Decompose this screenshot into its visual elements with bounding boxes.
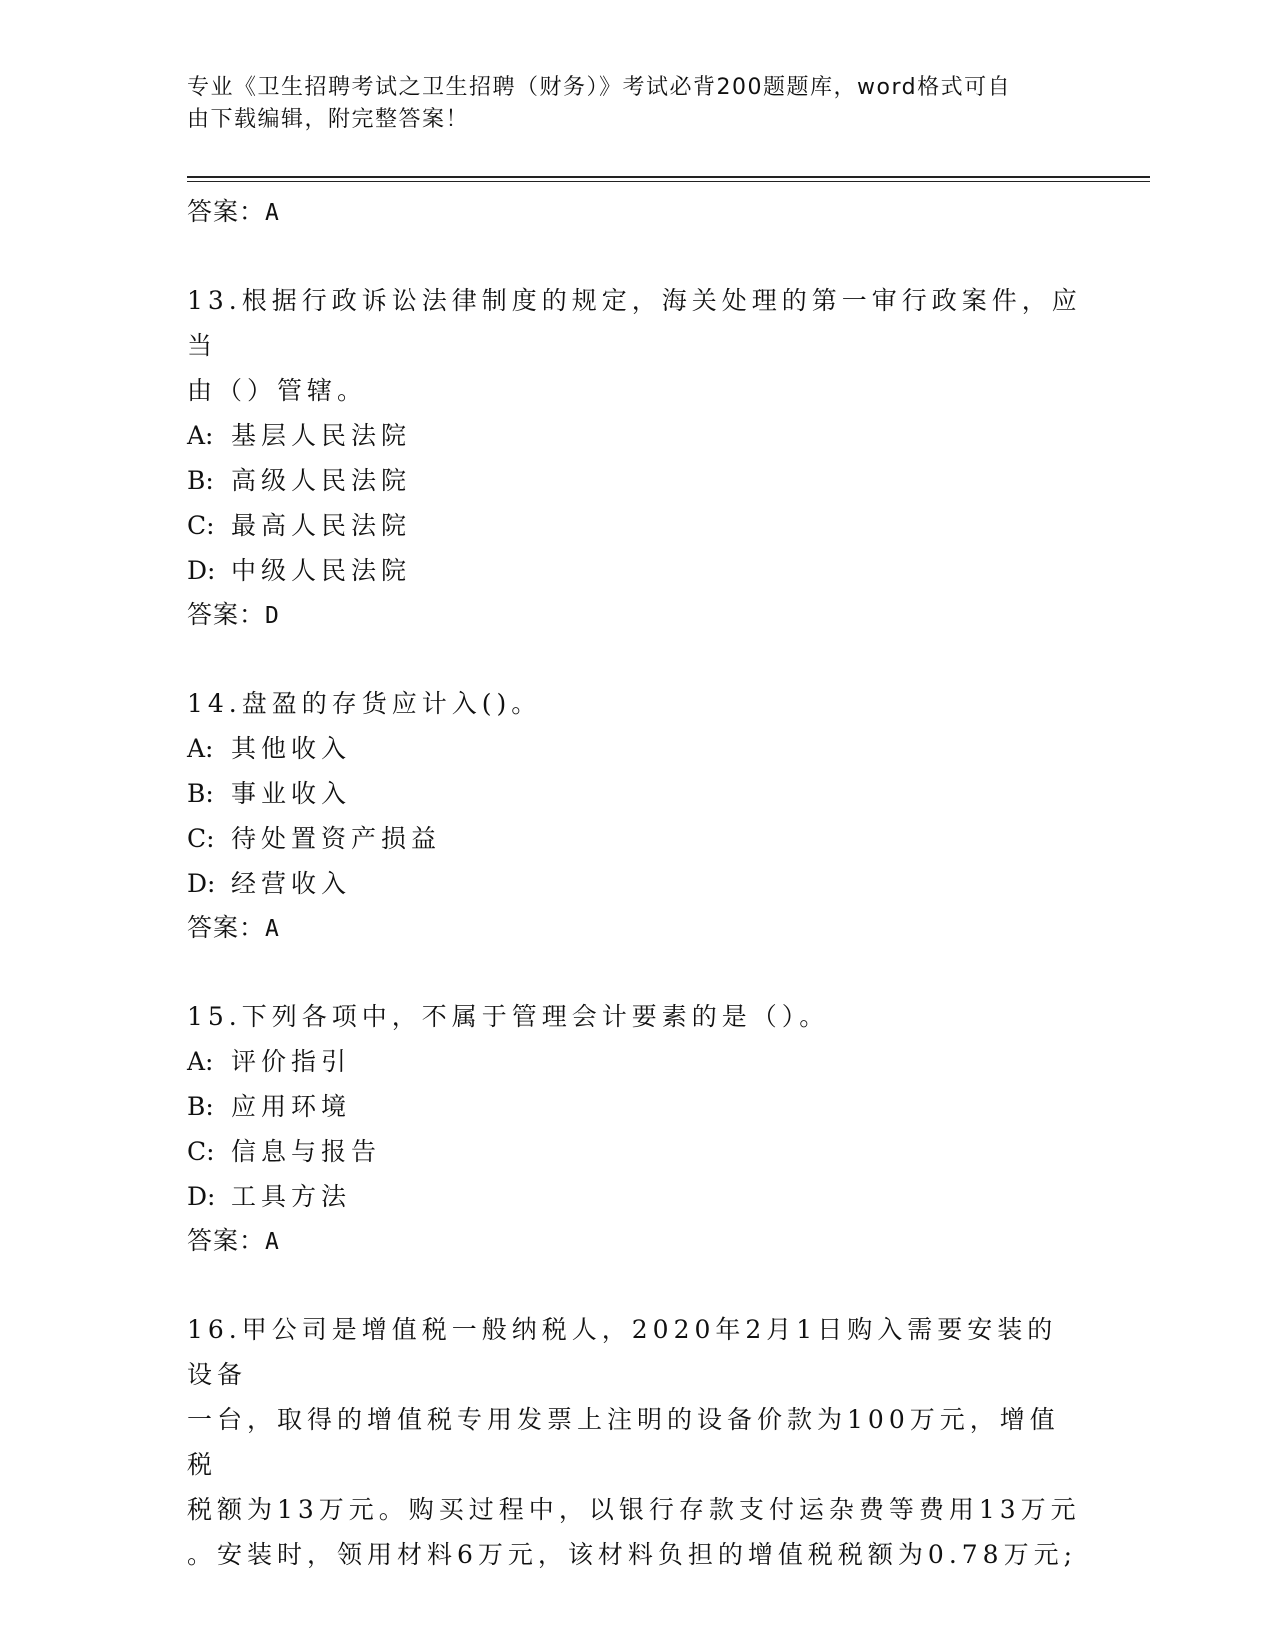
answer-value: A	[265, 916, 280, 942]
option-text: 应用环境	[231, 1092, 352, 1121]
header-divider-thick	[187, 176, 1150, 178]
question-stem	[187, 681, 1087, 726]
option-d	[187, 1174, 1087, 1219]
previous-answer	[187, 190, 1087, 234]
option-a	[187, 413, 1087, 458]
question-stem-line: 13.根据行政诉讼法律制度的规定，海关处理的第一审行政案件，应当	[187, 286, 1082, 360]
option-text: 最高人民法院	[231, 511, 412, 540]
option-key: D:	[187, 869, 216, 898]
option-text: 事业收入	[231, 779, 352, 808]
document-header	[187, 72, 1087, 136]
option-a	[187, 1039, 1087, 1084]
header-divider-thin	[187, 181, 1150, 182]
question-stem-line: 由（）管辖。	[187, 376, 368, 405]
option-key: B:	[187, 466, 214, 495]
answer-label: 答案：	[187, 600, 266, 629]
option-text: 高级人民法院	[231, 466, 412, 495]
answer-value: A	[265, 1229, 280, 1255]
question-answer	[187, 593, 1087, 637]
question-stem	[187, 1307, 1087, 1577]
question-stem-line: 16.甲公司是增值税一般纳税人，2020年2月1日购入需要安装的设备	[187, 1315, 1058, 1389]
header-line-1: 专业《卫生招聘考试之卫生招聘（财务）》考试必背200题题库，word格式可自	[187, 75, 1012, 100]
question-answer	[187, 906, 1087, 950]
option-c	[187, 1129, 1087, 1174]
answer-value: A	[265, 200, 280, 226]
option-text: 其他收入	[231, 734, 352, 763]
question-stem-line: 。安装时，领用材料6万元，该材料负担的增值税税额为0.78万元;	[187, 1540, 1077, 1569]
option-text: 中级人民法院	[231, 556, 412, 585]
question-stem-line: 税额为13万元。购买过程中，以银行存款支付运杂费等费用13万元	[187, 1495, 1081, 1524]
option-c	[187, 503, 1087, 548]
question-stem	[187, 994, 1087, 1039]
question-15	[187, 994, 1087, 1263]
option-b	[187, 458, 1087, 503]
option-b	[187, 1084, 1087, 1129]
document-body	[187, 190, 1087, 1577]
answer-label: 答案：	[187, 913, 266, 942]
header-line-2: 由下载编辑，附完整答案！	[187, 107, 470, 132]
answer-value: D	[265, 603, 280, 629]
option-text: 工具方法	[231, 1182, 352, 1211]
option-key: C:	[187, 511, 215, 540]
option-key: B:	[187, 779, 214, 808]
option-text: 信息与报告	[231, 1137, 382, 1166]
question-13	[187, 278, 1087, 637]
option-text: 经营收入	[231, 869, 352, 898]
option-key: C:	[187, 824, 215, 853]
option-key: B:	[187, 1092, 214, 1121]
answer-label: 答案：	[187, 1226, 266, 1255]
answer-label: 答案：	[187, 197, 266, 226]
option-key: D:	[187, 556, 216, 585]
question-14	[187, 681, 1087, 950]
option-text: 待处置资产损益	[231, 824, 442, 853]
option-a	[187, 726, 1087, 771]
option-text: 评价指引	[231, 1047, 352, 1076]
option-d	[187, 548, 1087, 593]
option-d	[187, 861, 1087, 906]
question-stem-line: 15.下列各项中，不属于管理会计要素的是（）。	[187, 1002, 830, 1031]
option-key: D:	[187, 1182, 216, 1211]
question-16	[187, 1307, 1087, 1577]
option-key: A:	[187, 421, 214, 450]
option-c	[187, 816, 1087, 861]
option-key: A:	[187, 734, 214, 763]
question-stem-line: 14.盘盈的存货应计入()。	[187, 689, 542, 718]
option-key: A:	[187, 1047, 214, 1076]
option-key: C:	[187, 1137, 215, 1166]
question-stem	[187, 278, 1087, 413]
question-answer	[187, 1219, 1087, 1263]
question-stem-line: 一台，取得的增值税专用发票上注明的设备价款为100万元，增值税	[187, 1405, 1060, 1479]
option-b	[187, 771, 1087, 816]
option-text: 基层人民法院	[231, 421, 412, 450]
